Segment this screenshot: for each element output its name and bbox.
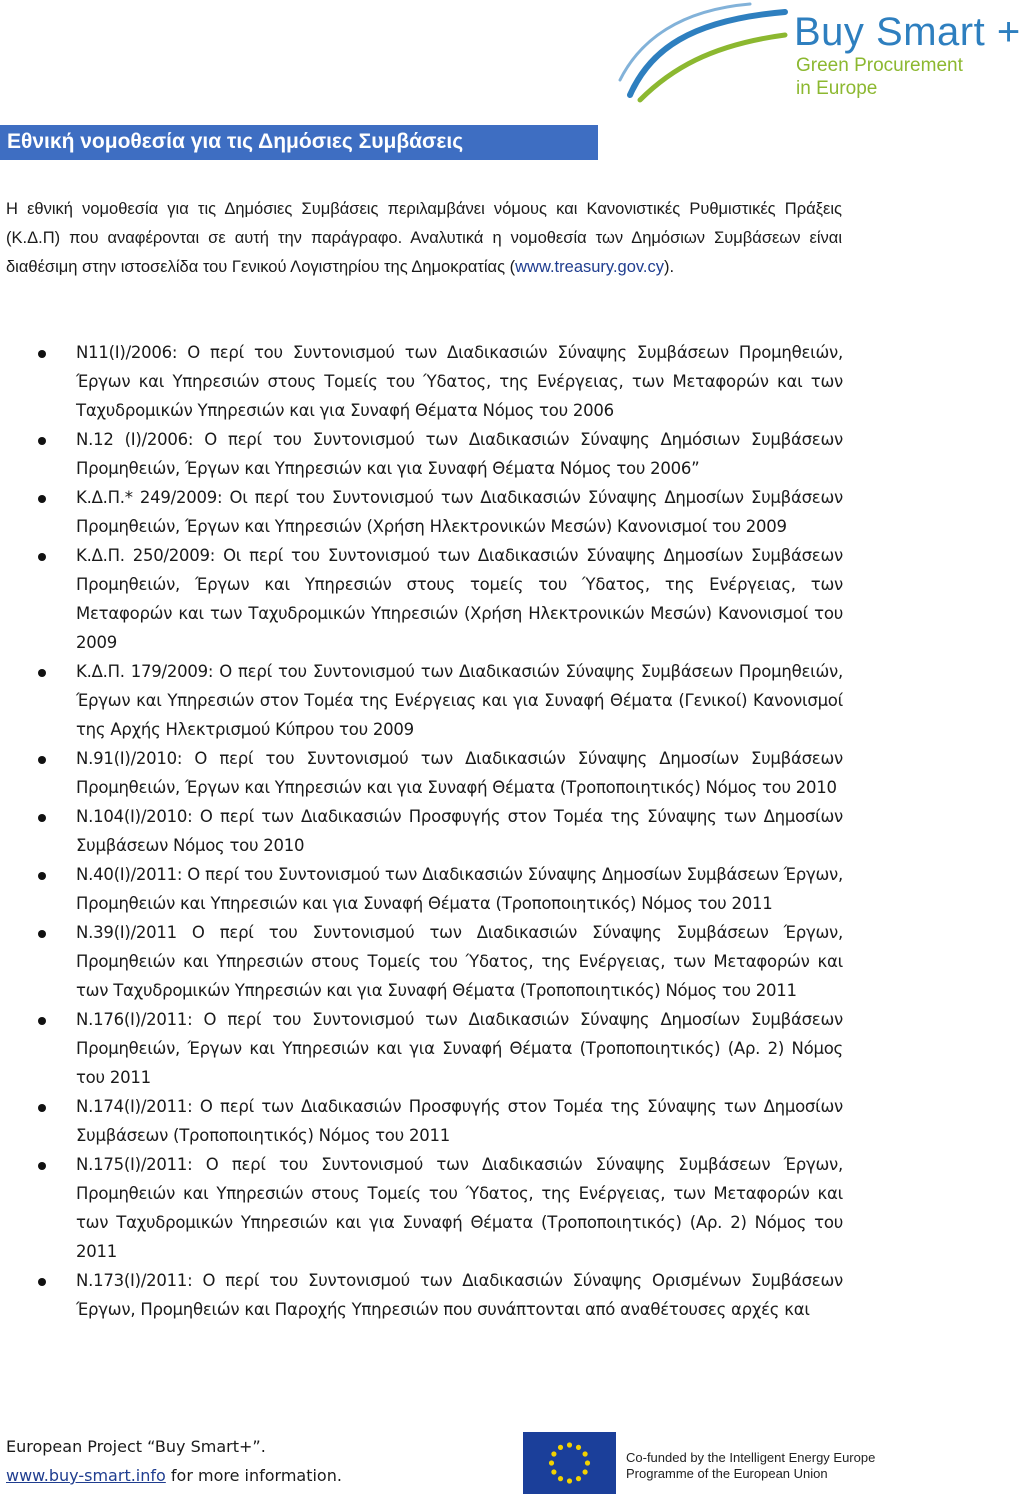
bullet-icon xyxy=(38,930,46,938)
law-list xyxy=(0,338,960,1324)
list-item xyxy=(0,860,843,918)
logo-subtitle-1: Green Procurement xyxy=(796,55,963,76)
list-item xyxy=(0,1005,843,1092)
logo-title: Buy Smart + xyxy=(794,10,1021,54)
law-text: Ν.40(Ι)/2011: Ο περί του Συντονισμού των Διαδικασιών Σύναψης Δημοσίων Συμβάσεων Έργων, Προμηθειών και Υπηρεσιών και για Συναφή Θέματα (Τροποποιητικός) Νόμος του 2011 xyxy=(76,865,843,913)
law-text: Ν.176(Ι)/2011: Ο περί του Συντονισμού των Διαδικασιών Σύναψης Δημοσίων Συμβάσεων Προμηθειών, Έργων και Υπηρεσιών και για Συναφή Θέματα (Τροποποιητικός) (Αρ. 2) Νόμος του 2011 xyxy=(76,1010,843,1087)
logo-swirl-icon xyxy=(610,0,800,110)
law-text: Κ.Δ.Π.* 249/2009: Οι περί του Συντονισμού των Διαδικασιών Σύναψης Δημοσίων Συμβάσεων Προμηθειών, Έργων και Υπηρεσιών (Χρήση Ηλεκτρονικών Μεσών) Κανονισμοί του 2009 xyxy=(76,488,843,536)
list-item xyxy=(0,802,843,860)
list-item xyxy=(0,425,843,483)
list-item xyxy=(0,1266,843,1324)
intro-paragraph xyxy=(6,195,842,282)
footer-project-info xyxy=(6,1432,342,1490)
law-text: Ν.104(Ι)/2010: Ο περί των Διαδικασιών Προσφυγής στον Τομέα της Σύναψης των Δημοσίων Συμβάσεων Νόμος του 2010 xyxy=(76,807,843,855)
law-text: Ν.173(Ι)/2011: Ο περί του Συντονισμού των Διαδικασιών Σύναψης Ορισμένων Συμβάσεων Έργων, Προμηθειών και Παροχής Υπηρεσιών που συνάπτονται από αναθέτουσες αρχές και xyxy=(76,1271,843,1319)
law-text: Ν.12 (Ι)/2006: Ο περί του Συντονισμού των Διαδικασιών Σύναψης Δημόσιων Συμβάσεων Προμηθειών, Έργων και Υπηρεσιών και για Συναφή Θέματα Νόμος του 2006” xyxy=(76,430,843,478)
bullet-icon xyxy=(38,669,46,677)
list-item xyxy=(0,1150,843,1266)
eu-cofunding-line1: Co-funded by the Intelligent Energy Europe xyxy=(626,1450,876,1465)
bullet-icon xyxy=(38,350,46,358)
logo-subtitle-2: in Europe xyxy=(796,78,878,99)
law-text: Ν.39(Ι)/2011 Ο περί του Συντονισμού των Διαδικασιών Σύναψης Συμβάσεων Έργων, Προμηθειών και Υπηρεσιών στους Τομείς του Ύδατος, της Ενέργειας, των Μεταφορών και των Ταχυδρομικών Υπηρεσιών και για Συναφή Θέματα (Τροποποιητικός) Νόμος του 2011 xyxy=(76,923,843,1000)
intro-after: ). xyxy=(664,258,675,276)
law-text: Ν.91(Ι)/2010: Ο περί του Συντονισμού των Διαδικασιών Σύναψης Δημοσίων Συμβάσεων Προμηθειών, Έργων και Υπηρεσιών και για Συναφή Θέματα (Τροποποιητικός) Νόμος του 2010 xyxy=(76,749,843,797)
list-item xyxy=(0,657,843,744)
eu-flag-icon xyxy=(523,1432,616,1494)
law-text: Κ.Δ.Π. 250/2009: Οι περί του Συντονισμού των Διαδικασιών Σύναψης Δημοσίων Συμβάσεων Προμηθειών, Έργων και Υπηρεσιών στους τομείς του Ύδατος, της Ενέργειας, των Μεταφορών και των Ταχυδρομικών Υπηρεσιών (Χρήση Ηλεκτρονικών Μεσών) Κανονισμοί του 2009 xyxy=(76,546,843,652)
bullet-icon xyxy=(38,1162,46,1170)
eu-cofunding-line2: Programme of the European Union xyxy=(626,1466,828,1481)
buy-smart-link[interactable]: www.buy-smart.info xyxy=(6,1466,166,1485)
footer-link-suffix: for more information. xyxy=(165,1466,342,1485)
list-item xyxy=(0,483,843,541)
list-item xyxy=(0,918,843,1005)
list-item xyxy=(0,1092,843,1150)
list-item xyxy=(0,338,843,425)
bullet-icon xyxy=(38,756,46,764)
list-item xyxy=(0,744,843,802)
law-text: Ν.175(Ι)/2011: Ο περί του Συντονισμού των Διαδικασιών Σύναψης Συμβάσεων Έργων, Προμηθειών και Υπηρεσιών στους Τομείς του Ύδατος, της Ενέργειας, των Μεταφορών και των Ταχυδρομικών Υπηρεσιών και για Συναφή Θέματα (Τροποποιητικός) (Αρ. 2) Νόμος του 2011 xyxy=(76,1155,843,1261)
bullet-icon xyxy=(38,1278,46,1286)
bullet-icon xyxy=(38,495,46,503)
bullet-icon xyxy=(38,872,46,880)
bullet-icon xyxy=(38,814,46,822)
footer-link-line xyxy=(6,1461,342,1490)
bullet-icon xyxy=(38,437,46,445)
law-text: Ν.174(Ι)/2011: Ο περί των Διαδικασιών Προσφυγής στον Τομέα της Σύναψης των Δημοσίων Συμβάσεων (Τροποποιητικός) Νόμος του 2011 xyxy=(76,1097,843,1145)
law-text: Ν11(Ι)/2006: Ο περί του Συντονισμού των Διαδικασιών Σύναψης Συμβάσεων Προμηθειών, Έργων και Υπηρεσιών στους Τομείς του Ύδατος, της Ενέργειας, των Μεταφορών και των Ταχυδρομικών Υπηρεσιών και για Συναφή Θέματα Νόμος του 2006 xyxy=(76,343,843,420)
law-text: Κ.Δ.Π. 179/2009: Ο περί του Συντονισμού των Διαδικασιών Σύναψης Συμβάσεων Προμηθειών, Έργων και Υπηρεσιών στον Τομέα της Ενέργειας και για Συναφή Θέματα (Γενικοί) Κανονισμοί της Αρχής Ηλεκτρισμού Κύπρου του 2009 xyxy=(76,662,843,739)
treasury-link[interactable]: www.treasury.gov.cy xyxy=(515,258,664,276)
footer-project-line: European Project “Buy Smart+”. xyxy=(6,1437,266,1456)
bullet-icon xyxy=(38,1017,46,1025)
bullet-icon xyxy=(38,1104,46,1112)
bullet-icon xyxy=(38,553,46,561)
eu-cofunding-text xyxy=(626,1450,875,1482)
section-heading: Εθνική νομοθεσία για τις Δημόσιες Συμβάσεις xyxy=(7,130,464,153)
section-heading-bar xyxy=(0,125,598,160)
buy-smart-logo xyxy=(610,0,1021,110)
intro-text: Η εθνική νομοθεσία για τις Δημόσιες Συμβάσεις περιλαμβάνει νόμους και Κανονιστικές Ρυθμιστικές Πράξεις (Κ.Δ.Π) που αναφέρονται σε αυτή την παράγραφο. Αναλυτικά η νομοθεσία των Δημόσιων Συμβάσεων είναι διαθέσιμη στην ιστοσελίδα του Γενικού Λογιστηρίου της Δημοκρατίας ( xyxy=(6,200,842,276)
list-item xyxy=(0,541,843,657)
